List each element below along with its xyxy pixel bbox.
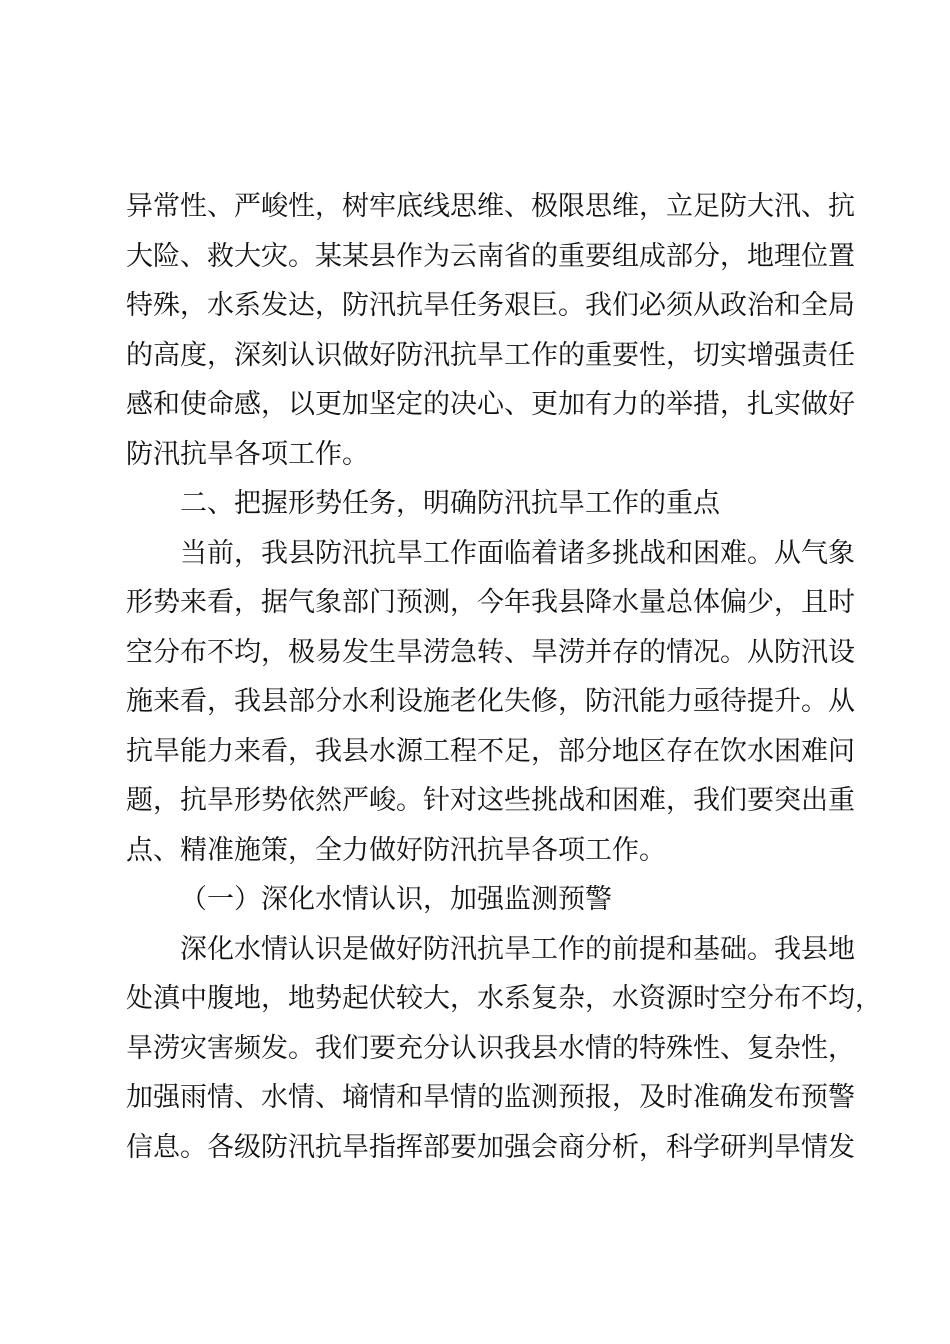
text-line: 信息。各级防汛抗旱指挥部要加强会商分析，科学研判旱情发 <box>126 1131 855 1163</box>
text-line: 的高度，深刻认识做好防汛抗旱工作的重要性，切实增强责任 <box>126 339 855 371</box>
text-line: 旱涝灾害频发。我们要充分认识我县水情的特殊性、复杂性， <box>126 1032 855 1064</box>
text-line: 感和使命感，以更加坚定的决心、更加有力的举措，扎实做好 <box>126 389 855 420</box>
text-line: 防汛抗旱各项工作。 <box>126 438 369 470</box>
paragraph-continued <box>126 182 855 479</box>
paragraph-situation <box>126 529 855 876</box>
text-line: 点、精准施策，全力做好防汛抗旱各项工作。 <box>126 834 666 866</box>
text-line: 当前，我县防汛抗旱工作面临着诸多挑战和困难。从气象 <box>180 537 855 569</box>
text-line: 抗旱能力来看，我县水源工程不足，部分地区存在饮水困难问 <box>126 735 855 767</box>
document-body <box>126 182 882 1172</box>
text-line: 特殊，水系发达，防汛抗旱任务艰巨。我们必须从政治和全局 <box>126 290 855 321</box>
text-line: 处滇中腹地，地势起伏较大，水系复杂，水资源时空分布不均， <box>126 983 882 1014</box>
text-line: 异常性、严峻性，树牢底线思维、极限思维，立足防大汛、抗 <box>126 191 855 222</box>
text-line: 大险、救大灾。某某县作为云南省的重要组成部分，地理位置 <box>126 240 855 272</box>
text-line: 空分布不均，极易发生旱涝急转、旱涝并存的情况。从防汛设 <box>126 636 855 668</box>
text-line: 加强雨情、水情、墒情和旱情的监测预报，及时准确发布预警 <box>126 1082 855 1113</box>
subsection-heading: （一）深化水情认识，加强监测预警 <box>180 884 612 915</box>
text-line: 题，抗旱形势依然严峻。针对这些挑战和困难，我们要突出重 <box>126 785 855 816</box>
text-line: 形势来看，据气象部门预测，今年我县降水量总体偏少，且时 <box>126 587 855 618</box>
text-line: 深化水情认识是做好防汛抗旱工作的前提和基础。我县地 <box>180 933 855 965</box>
section-heading: 二、把握形势任务，明确防汛抗旱工作的重点 <box>180 488 720 519</box>
text-line: 施来看，我县部分水利设施老化失修，防汛能力亟待提升。从 <box>126 686 855 717</box>
paragraph-water-conditions <box>126 925 882 1173</box>
